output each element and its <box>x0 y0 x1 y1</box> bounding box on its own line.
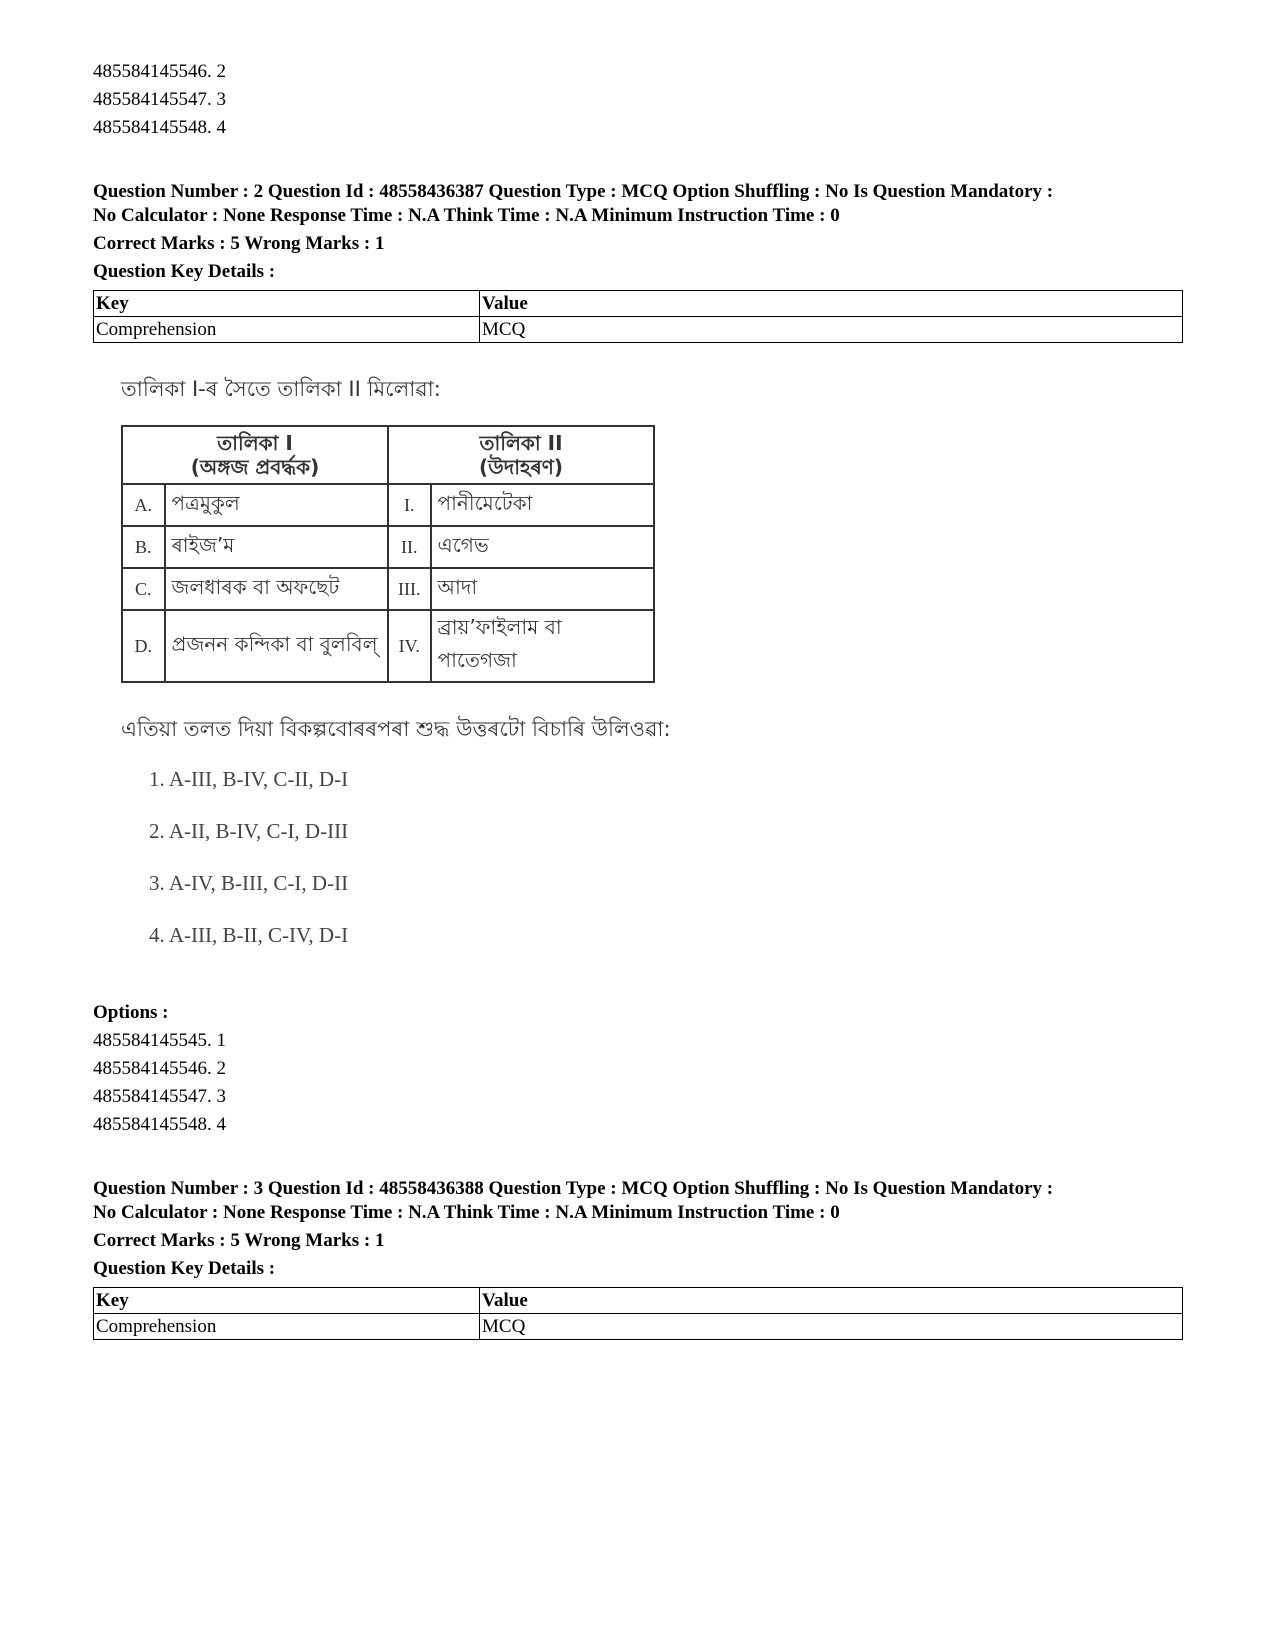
options-label: Options : <box>93 1002 169 1023</box>
value-header: Value <box>480 1288 1183 1314</box>
question-3 <box>93 1177 1183 1340</box>
question-header-line2: No Calculator : None Response Time : N.A Think Time : N.A Minimum Instruction Time : 0 <box>93 1202 840 1223</box>
row-label: B. <box>122 526 165 568</box>
previous-options-list <box>93 58 1183 142</box>
row-label: II. <box>388 526 431 568</box>
marks-line: Correct Marks : 5 Wrong Marks : 1 <box>93 233 385 254</box>
match-instruction: তালিকা I-ৰ সৈতে তালিকা II মিলোৱা: <box>121 377 441 401</box>
question-2 <box>93 180 1183 1139</box>
key-header: Key <box>94 291 480 317</box>
option-item: 485584145546. 2 <box>93 1058 226 1079</box>
answer-choice: 2. A-II, B-IV, C-I, D-III <box>149 819 349 843</box>
key-cell: Comprehension <box>94 317 480 343</box>
row-label: A. <box>122 484 165 526</box>
row-label: IV. <box>388 610 431 682</box>
key-details-label: Question Key Details : <box>93 261 276 282</box>
option-item: 485584145546. 2 <box>93 61 226 82</box>
key-details-label: Question Key Details : <box>93 1258 276 1279</box>
answer-choice: 4. A-III, B-II, C-IV, D-I <box>149 923 349 947</box>
options-list <box>93 1027 1183 1139</box>
question-header-line2: No Calculator : None Response Time : N.A Think Time : N.A Minimum Instruction Time : 0 <box>93 205 840 226</box>
row-text: ব্ৰায়’ফাইলাম বা পাতেগজা <box>431 610 654 682</box>
value-cell: MCQ <box>480 317 1183 343</box>
row-text: আদা <box>431 568 654 610</box>
choose-instruction: এতিয়া তলত দিয়া বিকল্পবোৰৰপৰা শুদ্ধ উত্তৰটো বিচাৰি উলিওৱা: <box>121 717 671 741</box>
list-2-header: তালিকা II (উদাহৰণ) <box>388 426 654 484</box>
option-item: 485584145547. 3 <box>93 1086 226 1107</box>
row-text: জলধাৰক বা অফছেট <box>165 568 388 610</box>
row-text: পানীমেটেকা <box>431 484 654 526</box>
option-item: 485584145548. 4 <box>93 1114 226 1135</box>
list-1-header: তালিকা I (অঙ্গজ প্ৰবৰ্দ্ধক) <box>122 426 388 484</box>
option-item: 485584145547. 3 <box>93 89 226 110</box>
value-header: Value <box>480 291 1183 317</box>
option-item: 485584145548. 4 <box>93 117 226 138</box>
question-header-line1: Question Number : 3 Question Id : 48558436388 Question Type : MCQ Option Shuffling : No Is Question Mandatory : <box>93 1178 1054 1199</box>
answer-choice: 1. A-III, B-IV, C-II, D-I <box>149 767 349 791</box>
document-page <box>93 58 1183 1340</box>
answer-choice: 3. A-IV, B-III, C-I, D-II <box>149 871 349 895</box>
row-label: I. <box>388 484 431 526</box>
question-header-line1: Question Number : 2 Question Id : 48558436387 Question Type : MCQ Option Shuffling : No Is Question Mandatory : <box>93 181 1054 202</box>
marks-line: Correct Marks : 5 Wrong Marks : 1 <box>93 1230 385 1251</box>
row-label: C. <box>122 568 165 610</box>
row-label: III. <box>388 568 431 610</box>
option-item: 485584145545. 1 <box>93 1030 226 1051</box>
match-table <box>121 425 655 683</box>
key-cell: Comprehension <box>94 1314 480 1340</box>
row-text: পত্ৰমুকুল <box>165 484 388 526</box>
question-image <box>93 373 853 993</box>
key-details-table <box>93 290 1183 343</box>
value-cell: MCQ <box>480 1314 1183 1340</box>
row-text: এগেভ <box>431 526 654 568</box>
key-details-table <box>93 1287 1183 1340</box>
row-text: প্ৰজনন কন্দিকা বা বুলবিল্ <box>165 610 388 682</box>
key-header: Key <box>94 1288 480 1314</box>
row-text: ৰাইজ’ম <box>165 526 388 568</box>
row-label: D. <box>122 610 165 682</box>
